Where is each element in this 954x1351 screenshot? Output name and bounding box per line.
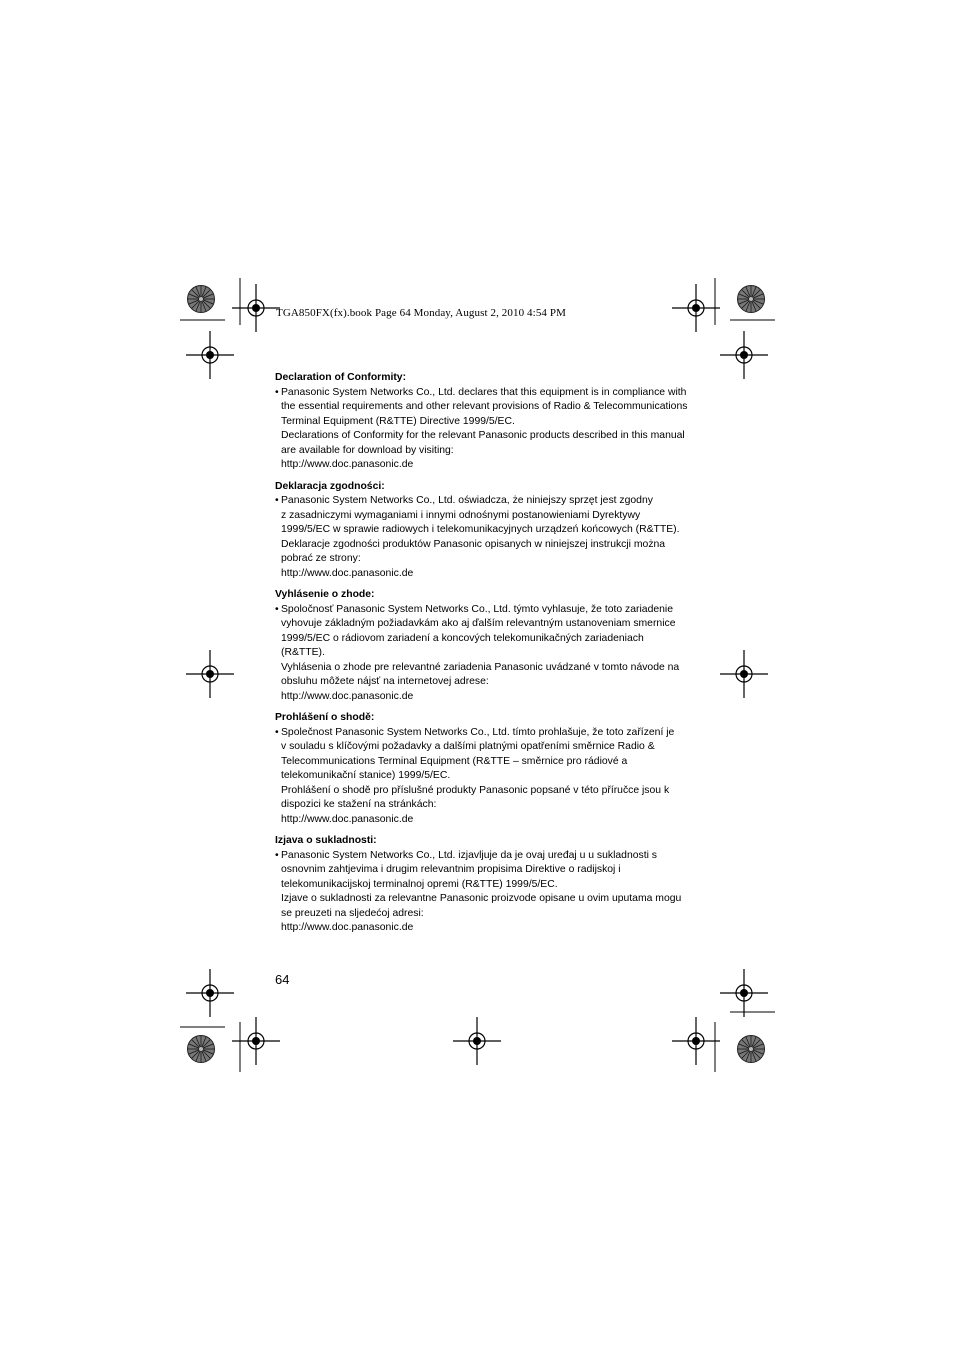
bullet-icon: •: [275, 849, 279, 861]
text-line: telekomunikacijskoj terminalnoj opremi (R&TTE) 1999/5/EC.: [281, 878, 558, 890]
bullet-item: [275, 494, 685, 509]
registration-mark-icon: [232, 1017, 280, 1065]
star-target-icon: [738, 286, 765, 313]
declaration-section-polish: [275, 480, 685, 582]
registration-mark-icon: [186, 331, 234, 379]
url-line: http://www.doc.panasonic.de: [281, 813, 414, 825]
page-number: 64: [275, 972, 290, 987]
star-target-icon: [188, 286, 215, 313]
registration-mark-icon: [186, 650, 234, 698]
bullet-icon: •: [275, 603, 279, 615]
url-line: http://www.doc.panasonic.de: [281, 690, 414, 702]
registration-mark-icon: [672, 284, 720, 332]
text-line: se preuzeti na sljedećoj adresi:: [281, 907, 424, 919]
registration-mark-icon: [720, 331, 768, 379]
text-line: vyhovuje základným požiadavkám ako aj ďalším relevantným ustanoveniam smernice: [281, 618, 676, 629]
text-line: Prohlášení o shodě pro příslušné produkty Panasonic popsané v této příručce jsou k: [281, 784, 670, 796]
text-line: the essential requirements and other relevant provisions of Radio & Telecommunications: [281, 401, 688, 412]
bullet-item: [275, 603, 685, 618]
bottom-right-corner-mark: [672, 969, 775, 1072]
bottom-left-corner-mark: [180, 969, 280, 1072]
star-target-icon: [188, 1036, 215, 1063]
text-line: pobrać ze strony:: [281, 553, 361, 564]
bullet-icon: •: [275, 495, 279, 506]
bullet-item: [275, 849, 685, 864]
text-line: Panasonic System Networks Co., Ltd. declares that this equipment is in compliance with: [281, 386, 687, 398]
text-line: osnovnim zahtjevima i drugim relevantnim propisima Direktive o radijskoj i: [281, 864, 621, 875]
text-line: Společnost Panasonic System Networks Co., Ltd. tímto prohlašuje, že toto zařízení je: [281, 726, 675, 738]
declaration-section-english: [275, 371, 688, 473]
text-line: Panasonic System Networks Co., Ltd. izjavljuje da je ovaj uređaj u u sukladnosti s: [281, 849, 657, 861]
print-header: TGA850FX(fx).book Page 64 Monday, August 2, 2010 4:54 PM: [276, 307, 566, 319]
section-heading: Izjava o sukladnosti:: [275, 835, 377, 846]
text-line: Vyhlásenia o zhode pre relevantné zariadenia Panasonic uvádzané v tomto návode na: [281, 661, 680, 673]
section-heading: Declaration of Conformity:: [275, 372, 407, 383]
bottom-center-mark: [453, 1017, 501, 1065]
text-line: dispozici ke stažení na stránkách:: [281, 799, 437, 810]
bullet-item: [275, 726, 685, 741]
text-line: Deklaracje zgodności produktów Panasonic opisanych w niniejszej instrukcji można: [281, 538, 666, 550]
text-line: Izjave o sukladnosti za relevantne Panasonic proizvode opisane u ovim uputama mogu: [281, 893, 682, 904]
text-line: telekomunikační stanice) 1999/5/EC.: [281, 770, 451, 781]
declaration-section-czech: [275, 711, 685, 827]
text-line: Terminal Equipment (R&TTE) Directive 1999/5/EC.: [281, 415, 515, 427]
text-line: are available for download by visiting:: [281, 444, 454, 456]
text-line: Declarations of Conformity for the relevant Panasonic products described in this manual: [281, 430, 685, 441]
declaration-section-croatian: [275, 834, 685, 936]
section-heading: Prohlášení o shodě:: [275, 712, 375, 723]
text-line: 1999/5/EC w sprawie radiowych i telekomunikacyjnych urządzeń końcowych (R&TTE).: [281, 524, 680, 535]
registration-mark-icon: [720, 650, 768, 698]
url-line: http://www.doc.panasonic.de: [281, 459, 414, 470]
registration-mark-icon: [453, 1017, 501, 1065]
middle-right-mark: [720, 650, 768, 698]
star-target-icon: [738, 1036, 765, 1063]
middle-left-mark: [186, 650, 234, 698]
top-left-corner-mark: [180, 278, 280, 379]
text-line: obsluhu môžete nájsť na internetovej adrese:: [281, 676, 489, 687]
url-line: http://www.doc.panasonic.de: [281, 922, 414, 933]
registration-mark-icon: [672, 1017, 720, 1065]
section-heading: Vyhlásenie o zhode:: [275, 589, 375, 600]
bullet-item: [275, 386, 685, 401]
text-line: z zasadniczymi wymaganiami i innymi odnośnymi postanowieniami Dyrektywy: [281, 509, 641, 521]
registration-mark-icon: [720, 969, 768, 1017]
registration-mark-icon: [232, 284, 280, 332]
text-line: v souladu s klíčovými požadavky a dalšími platnými opatřeními směrnice Radio &: [281, 741, 655, 752]
url-line: http://www.doc.panasonic.de: [281, 567, 414, 579]
declarations-content: [275, 371, 688, 943]
top-right-corner-mark: [672, 278, 775, 379]
text-line: 1999/5/EC o rádiovom zariadení a koncových telekomunikačných zariadeniach: [281, 632, 644, 644]
text-line: Telecommunications Terminal Equipment (R&TTE – směrnice pro rádiové a: [281, 755, 628, 767]
section-heading: Deklaracja zgodności:: [275, 480, 385, 492]
declaration-section-slovak: [275, 588, 685, 704]
bullet-icon: •: [275, 386, 279, 398]
text-line: Panasonic System Networks Co., Ltd. oświadcza, że niniejszy sprzęt jest zgodny: [281, 495, 653, 506]
text-line: Spoločnosť Panasonic System Networks Co., Ltd. týmto vyhlasuje, že toto zariadenie: [281, 603, 674, 615]
text-line: (R&TTE).: [281, 647, 325, 658]
bullet-icon: •: [275, 726, 279, 738]
registration-mark-icon: [186, 969, 234, 1017]
